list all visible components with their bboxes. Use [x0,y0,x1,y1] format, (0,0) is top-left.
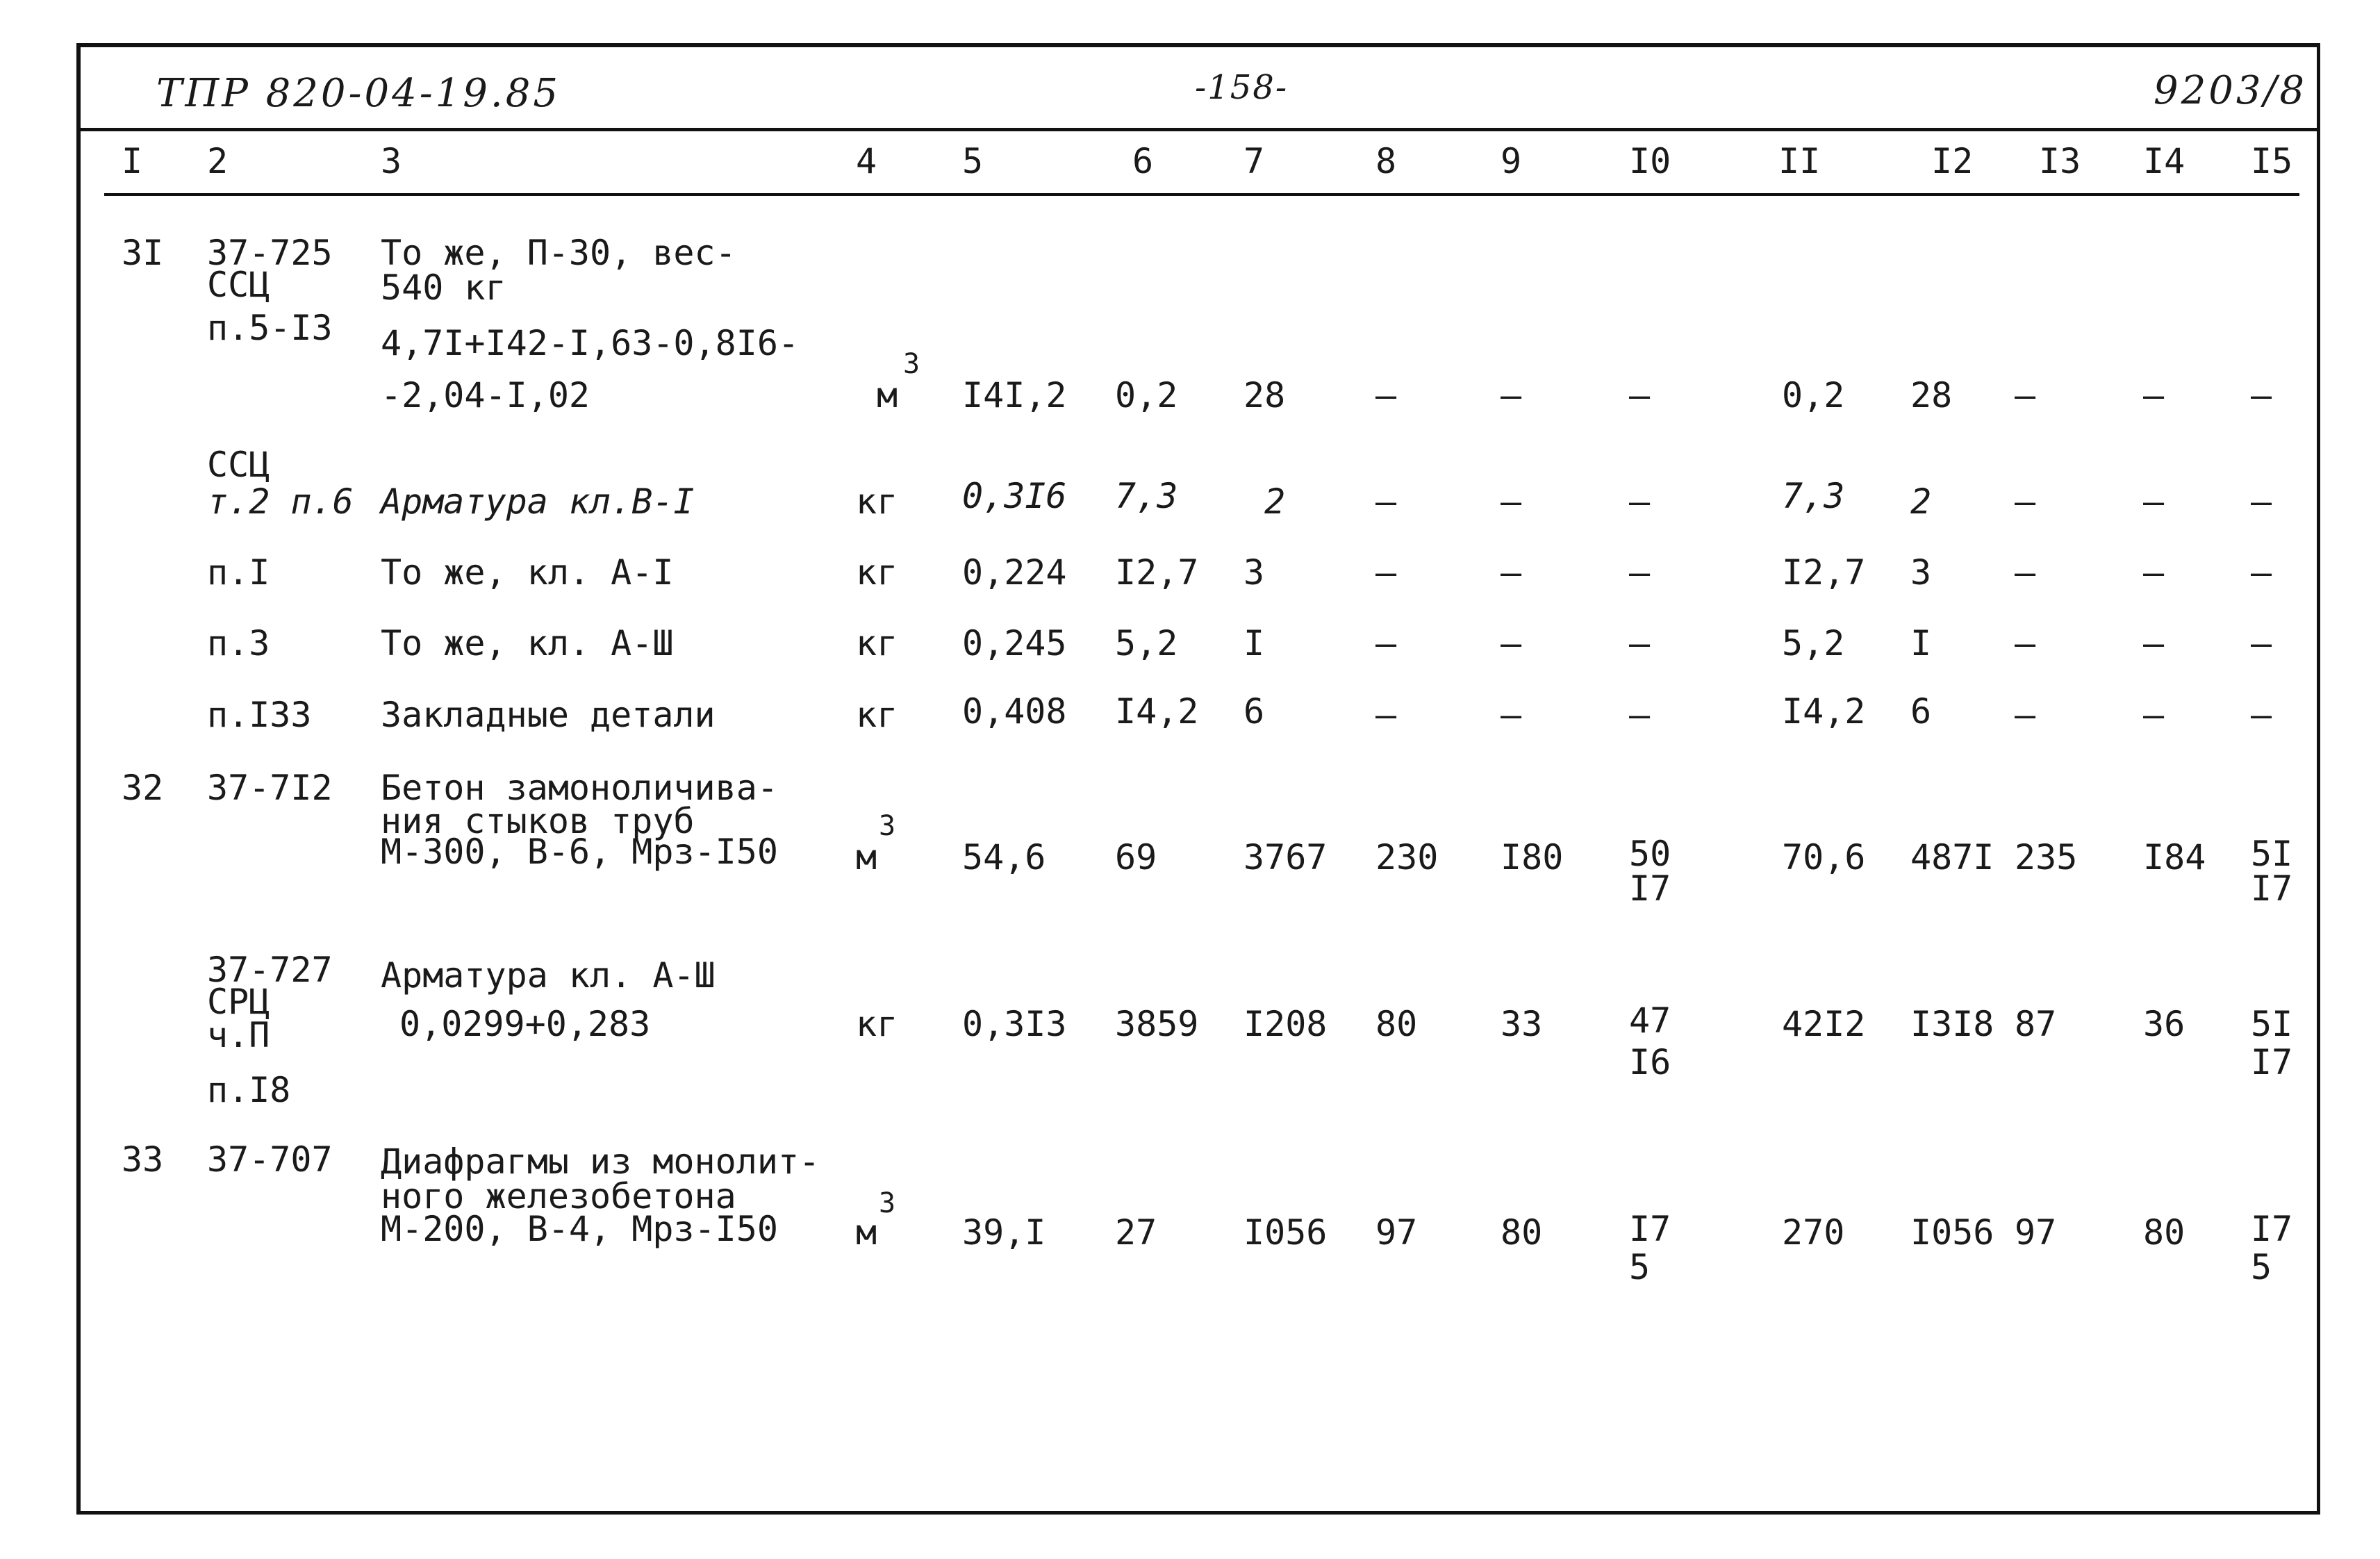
cell: 39,I [962,1212,1046,1253]
doc-code: ТПР 820-04-19.85 [156,71,561,116]
cell: 69 [1115,837,1157,877]
col-header: I2 [1931,141,1974,181]
cell: I [1910,623,1932,663]
cell: I056 [1243,1212,1328,1253]
col-header: 6 [1132,141,1154,181]
cell: I7 [1629,868,1671,909]
cell: 2 [1264,481,1286,522]
cell: I056 [1910,1212,1994,1253]
unit-exponent: 3 [879,1187,896,1219]
unit: кг [856,623,898,663]
cell: I3I8 [1910,1004,1994,1044]
price-source: ССЦ [207,445,270,485]
cell: I2,7 [1115,552,1199,593]
work-description: То же, П-30, вес- [381,233,736,273]
cell: – [1375,375,1397,415]
cell: – [2015,695,2036,735]
cell: 6 [1243,691,1265,732]
cell: – [2251,552,2272,593]
cell: – [2015,623,2036,663]
cell: I7 [1629,1209,1671,1249]
price-code: 37-707 [207,1139,333,1180]
cell: I7 [2251,1042,2293,1082]
cell: 3 [1910,552,1932,593]
price-code: 37-725 [207,233,333,273]
cell: 0,2 [1782,375,1845,415]
cell: – [1501,623,1522,663]
row-number: 32 [122,768,164,808]
cell: – [2143,695,2165,735]
cell: 0,2 [1115,375,1178,415]
cell: 27 [1115,1212,1157,1253]
work-description: 540 кг [381,267,506,308]
cell: 5 [2251,1247,2272,1287]
price-source: т.2 п.6 [207,481,354,522]
work-description: Арматура кл. А-Ш [381,955,716,996]
cell: I [1243,623,1265,663]
price-source: п.5-I3 [207,308,333,348]
col-header: 5 [962,141,984,181]
work-description: ного железобетона [381,1176,736,1216]
cell: – [2015,375,2036,415]
cell: – [1501,552,1522,593]
work-description: То же, кл. А-Ш [381,623,674,663]
cell: 80 [2143,1212,2185,1253]
cell: – [2143,375,2165,415]
cell: 270 [1782,1212,1845,1253]
col-header: I [122,141,143,181]
price-source: п.3 [207,623,270,663]
price-source: СРЦ [207,982,270,1022]
price-code: 37-727 [207,950,333,990]
work-description: Диафрагмы из монолит- [381,1141,820,1182]
cell: 0,408 [962,691,1067,732]
cell: – [1629,623,1651,663]
cell: 5,2 [1115,623,1178,663]
cell: – [2251,695,2272,735]
cell: I7 [2251,1209,2293,1249]
col-header: I4 [2143,141,2185,181]
unit: кг [856,552,898,593]
cell: I6 [1629,1042,1671,1082]
col-header: 3 [381,141,402,181]
unit: кг [856,1004,898,1044]
cell: 230 [1375,837,1439,877]
cell: I80 [1501,837,1564,877]
column-numbers-divider [104,193,2299,196]
cell: 2 [1910,481,1932,522]
price-source: п.I [207,552,270,593]
cell: 0,3I3 [962,1004,1067,1044]
formula: 0,0299+0,283 [399,1004,651,1044]
cell: 3767 [1243,837,1328,877]
col-header: 8 [1375,141,1397,181]
formula: 4,7I+I42-I,63-0,8I6- [381,323,800,363]
cell: – [1375,695,1397,735]
sheet-number: 9203/8 [2154,68,2308,113]
cell: – [1375,623,1397,663]
cell: – [2143,552,2165,593]
col-header: I5 [2251,141,2293,181]
cell: 70,6 [1782,837,1866,877]
cell: 47 [1629,1000,1671,1041]
cell: – [1501,695,1522,735]
cell: – [1629,552,1651,593]
cell: – [1629,481,1651,522]
cell: I2,7 [1782,552,1866,593]
work-description: То же, кл. А-I [381,552,674,593]
col-header: II [1778,141,1821,181]
col-header: 7 [1243,141,1265,181]
cell: 28 [1243,375,1286,415]
cell: 28 [1910,375,1953,415]
cell: I84 [2143,837,2206,877]
cell: 7,3 [1115,476,1178,516]
cell: – [1501,375,1522,415]
work-description: Арматура кл.В-I [381,481,695,522]
col-header: 9 [1501,141,1522,181]
cell: 7,3 [1782,476,1845,516]
unit-exponent: 3 [879,810,896,842]
cell: 42I2 [1782,1004,1866,1044]
cell: I4,2 [1782,691,1866,732]
cell: I7 [2251,868,2293,909]
unit: кг [856,481,898,522]
unit: м [856,1212,877,1253]
cell: 5I [2251,834,2293,874]
cell: – [2143,481,2165,522]
cell: 487I [1910,837,1994,877]
cell: I4,2 [1115,691,1199,732]
cell: 36 [2143,1004,2185,1044]
cell: 0,224 [962,552,1067,593]
price-source: п.I8 [207,1070,291,1110]
price-source: ч.П [207,1015,270,1055]
work-description: М-300, В-6, Мрз-I50 [381,832,778,872]
cell: 80 [1375,1004,1418,1044]
cell: 97 [1375,1212,1418,1253]
price-source: ССЦ [207,265,270,305]
price-code: 37-7I2 [207,768,333,808]
cell: 3 [1243,552,1265,593]
work-description: ния стыков труб [381,801,695,841]
cell: – [1375,552,1397,593]
cell: 5,2 [1782,623,1845,663]
cell: 235 [2015,837,2078,877]
cell: 3859 [1115,1004,1199,1044]
cell: 97 [2015,1212,2057,1253]
cell: 33 [1501,1004,1543,1044]
cell: 80 [1501,1212,1543,1253]
cell: 0,245 [962,623,1067,663]
cell: I208 [1243,1004,1328,1044]
col-header: 4 [856,141,877,181]
unit-exponent: 3 [903,348,920,380]
cell: – [2143,623,2165,663]
header-divider [76,128,2320,131]
col-header: I0 [1629,141,1671,181]
col-header: I3 [2039,141,2081,181]
cell: 6 [1910,691,1932,732]
cell: – [2015,552,2036,593]
formula: -2,04-I,02 [381,375,590,415]
cell: – [1629,695,1651,735]
cell: 5 [1629,1247,1651,1287]
cell: 50 [1629,834,1671,874]
unit: м [877,375,898,415]
work-description: М-200, В-4, Мрз-I50 [381,1209,778,1249]
unit: кг [856,695,898,735]
cell: I4I,2 [962,375,1067,415]
work-description: Закладные детали [381,695,716,735]
unit: м [856,837,877,877]
row-number: 33 [122,1139,164,1180]
row-number: 3I [122,233,164,273]
cell: – [2251,481,2272,522]
cell: – [1629,375,1651,415]
cell: – [2251,375,2272,415]
page-number: -158- [1195,68,1289,107]
cell: – [2015,481,2036,522]
cell: 0,3I6 [962,476,1067,516]
cell: 87 [2015,1004,2057,1044]
cell: – [2251,623,2272,663]
cell: 54,6 [962,837,1046,877]
cell: – [1501,481,1522,522]
work-description: Бетон замоноличива- [381,768,778,808]
col-header: 2 [207,141,229,181]
cell: 5I [2251,1004,2293,1044]
cell: – [1375,481,1397,522]
price-source: п.I33 [207,695,312,735]
